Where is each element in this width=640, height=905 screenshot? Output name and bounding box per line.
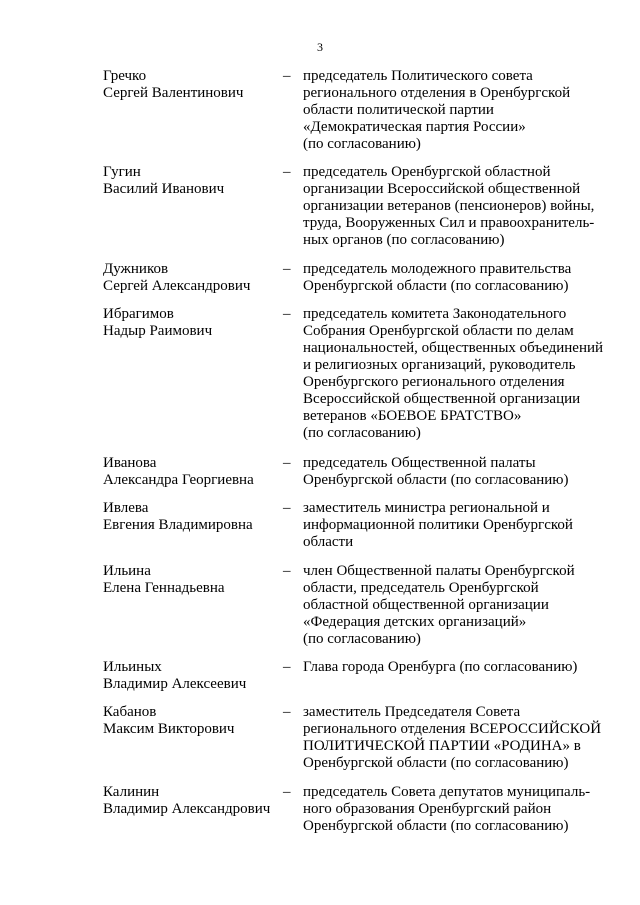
role-line: Оренбургской области (по согласованию) xyxy=(303,472,569,488)
role-line: председатель молодежного правительства xyxy=(303,261,572,277)
dash-separator: – xyxy=(283,306,291,322)
role-line: председатель Оренбургской областной xyxy=(303,164,551,180)
role-line: (по согласованию) xyxy=(303,631,421,647)
member-surname: Дужников xyxy=(103,261,169,277)
dash-separator: – xyxy=(283,68,291,84)
role-line: председатель Общественной палаты xyxy=(303,455,536,471)
role-line: заместитель министра региональной и xyxy=(303,500,550,516)
role-line: ветеранов «БОЕВОЕ БРАТСТВО» xyxy=(303,408,522,424)
dash-separator: – xyxy=(283,659,291,675)
dash-separator: – xyxy=(283,704,291,720)
role-line: регионального отделения ВСЕРОССИЙСКОЙ xyxy=(303,721,602,737)
role-line: регионального отделения в Оренбургской xyxy=(303,85,571,101)
role-line: области xyxy=(303,534,354,550)
member-name xyxy=(103,704,278,738)
member-name xyxy=(103,306,278,340)
member-role xyxy=(303,563,603,648)
member-role xyxy=(303,500,603,551)
role-line: области, председатель Оренбургской xyxy=(303,580,539,596)
member-given-names: Елена Геннадьевна xyxy=(103,580,225,596)
role-line: национальностей, общественных объединений xyxy=(303,340,604,356)
member-name xyxy=(103,455,278,489)
role-line: член Общественной палаты Оренбургской xyxy=(303,563,575,579)
member-surname: Ильина xyxy=(103,563,151,579)
member-given-names: Сергей Александрович xyxy=(103,278,251,294)
dash-separator: – xyxy=(283,261,291,277)
member-surname: Калинин xyxy=(103,784,160,800)
member-name xyxy=(103,563,278,597)
role-line: ных органов (по согласованию) xyxy=(303,232,505,248)
role-line: председатель комитета Законодательного xyxy=(303,306,567,322)
member-given-names: Сергей Валентинович xyxy=(103,85,244,101)
role-line: «Демократическая партия России» xyxy=(303,119,526,135)
member-surname: Ивлева xyxy=(103,500,149,516)
role-line: ного образования Оренбургский район xyxy=(303,801,552,817)
role-line: Собрания Оренбургской области по делам xyxy=(303,323,574,339)
role-line: областной общественной организации xyxy=(303,597,549,613)
member-role xyxy=(303,455,603,489)
member-given-names: Максим Викторович xyxy=(103,721,235,737)
role-line: области политической партии xyxy=(303,102,494,118)
member-role xyxy=(303,659,603,676)
dash-separator: – xyxy=(283,563,291,579)
member-given-names: Владимир Алексеевич xyxy=(103,676,247,692)
role-line: Оренбургской области (по согласованию) xyxy=(303,278,569,294)
member-name xyxy=(103,659,278,693)
member-given-names: Евгения Владимировна xyxy=(103,517,253,533)
member-role xyxy=(303,68,603,153)
dash-separator: – xyxy=(283,164,291,180)
member-surname: Ибрагимов xyxy=(103,306,174,322)
role-line: Оренбургского регионального отделения xyxy=(303,374,565,390)
role-line: председатель Совета депутатов муниципаль- xyxy=(303,784,591,800)
member-given-names: Александра Георгиевна xyxy=(103,472,254,488)
member-role xyxy=(303,261,603,295)
member-name xyxy=(103,68,278,102)
role-line: организации ветеранов (пенсионеров) войны, xyxy=(303,198,595,214)
member-surname: Гречко xyxy=(103,68,147,84)
role-line: Оренбургской области (по согласованию) xyxy=(303,818,569,834)
member-surname: Кабанов xyxy=(103,704,157,720)
role-line: заместитель Председателя Совета xyxy=(303,704,521,720)
member-surname: Ильиных xyxy=(103,659,162,675)
role-line: (по согласованию) xyxy=(303,425,421,441)
dash-separator: – xyxy=(283,455,291,471)
page-number: 3 xyxy=(317,40,323,54)
dash-separator: – xyxy=(283,500,291,516)
role-line: ПОЛИТИЧЕСКОЙ ПАРТИИ «РОДИНА» в xyxy=(303,738,581,754)
member-surname: Гугин xyxy=(103,164,141,180)
member-surname: Иванова xyxy=(103,455,157,471)
dash-separator: – xyxy=(283,784,291,800)
role-line: и религиозных организаций, руководитель xyxy=(303,357,576,373)
member-given-names: Надыр Раимович xyxy=(103,323,213,339)
member-name xyxy=(103,784,278,818)
member-name xyxy=(103,500,278,534)
role-line: Оренбургской области (по согласованию) xyxy=(303,755,569,771)
member-name xyxy=(103,164,278,198)
member-given-names: Василий Иванович xyxy=(103,181,225,197)
member-role xyxy=(303,164,603,249)
member-name xyxy=(103,261,278,295)
member-role xyxy=(303,704,603,772)
role-line: Глава города Оренбурга (по согласованию) xyxy=(303,659,578,675)
role-line: информационной политики Оренбургской xyxy=(303,517,573,533)
role-line: организации Всероссийской общественной xyxy=(303,181,581,197)
role-line: Всероссийской общественной организации xyxy=(303,391,581,407)
member-given-names: Владимир Александрович xyxy=(103,801,271,817)
role-line: «Федерация детских организаций» xyxy=(303,614,527,630)
member-role xyxy=(303,784,603,835)
role-line: (по согласованию) xyxy=(303,136,421,152)
role-line: труда, Вооруженных Сил и правоохранитель- xyxy=(303,215,595,231)
role-line: председатель Политического совета xyxy=(303,68,533,84)
member-role xyxy=(303,306,603,442)
